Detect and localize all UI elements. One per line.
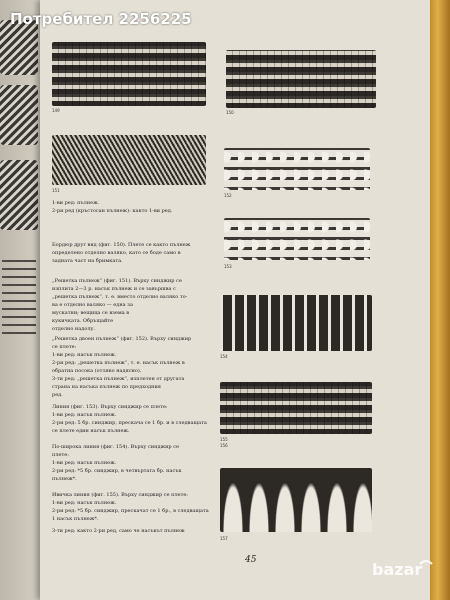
text-line: 2-ри ред: *5 бр. синджир, в четвъртата бр. насък [52, 468, 182, 474]
text-line: задната част на бримката. [52, 258, 123, 264]
text-line: „Решетка пълнеж“ (фиг. 151). Върху синджир се [52, 278, 182, 284]
stitch-photo-150 [226, 50, 376, 108]
stitch-photo-151 [52, 135, 206, 185]
text-line: отделно надолу. [52, 326, 96, 332]
text-line: 3-ти ред: както 2-ри ред, само че насъкът пълнеж [52, 528, 185, 534]
text-line: Бордюр друг вид (фиг. 150). Плете се както пълнеж [52, 242, 191, 248]
text-line: кукичката. Обръщайте [52, 318, 114, 324]
text-line: 2-ри ред: „решетка пълнеж“, т. е. насък пълнеж в [52, 360, 185, 366]
text-line: страна на насъка пълнеж по предходния [52, 384, 161, 390]
text-line: 1-ви ред: насък пълнеж. [52, 500, 117, 506]
text-line: 2-ри ред: 5 бр. синджир, прескача се 1 бр. и в следващата [52, 420, 207, 426]
text-line: „Решетка двоен пълнеж“ (фиг. 152). Върху синджир [52, 336, 192, 342]
book-page [40, 0, 430, 600]
fig-number-153: 153 [224, 264, 232, 269]
stitch-photo-153 [224, 218, 370, 260]
watermark-text: Потребител 2256225 [10, 10, 192, 28]
fig-number-154: 154 [220, 354, 228, 359]
fig-number-155: 155 [220, 437, 228, 442]
text-line: 2-ри ред (кръстосан пълнеж): както 1-ви ред. [52, 208, 173, 214]
bazar-logo [370, 556, 438, 584]
text-line: 1 насък пълнеж*. [52, 516, 99, 522]
text-line: определено отделно валяко, като се боде само в [52, 250, 181, 256]
text-line: 1-ви ред: насък пълнеж. [52, 460, 117, 466]
stitch-photo-154 [220, 295, 372, 351]
text-line: 2-ри ред: *5 бр. синджир, прескачат се 1 бр., в следващата [52, 508, 209, 514]
text-line: се плете: [52, 344, 77, 350]
text-line: Ивичка линия (фиг. 155). Върху синджир се плете: [52, 492, 188, 498]
fig-number-152: 152 [224, 193, 232, 198]
stitch-photo-152 [224, 148, 370, 190]
text-line: 1-ви ред: насък пълнеж. [52, 412, 117, 418]
text-line: По-широка линия (фиг. 154). Върху синджир се [52, 444, 179, 450]
fig-number-151: 151 [52, 188, 60, 193]
text-line: 1-ви ред: пълнеж. [52, 200, 100, 206]
left-page-edge [0, 0, 44, 600]
stitch-photo-155 [220, 382, 372, 434]
text-line: обратна посока (отляво надясно). [52, 368, 142, 374]
stitch-photo-157 [220, 468, 372, 532]
page-number: 45 [245, 555, 257, 565]
stitch-photo-149 [52, 42, 206, 106]
book-binding [428, 0, 450, 600]
fig-number-156: 156 [220, 443, 228, 448]
logo-text: bazar [372, 560, 423, 579]
fig-number-150: 150 [226, 110, 234, 115]
fig-number-157: 157 [220, 536, 228, 541]
text-line: се плете един насък пълнеж. [52, 428, 130, 434]
text-line: 3-ти ред: „решетка пълнеж“, изплетен от другата [52, 376, 185, 382]
text-line: изплита 2—3 р. насък пълнеж и се завършва с [52, 286, 176, 292]
text-line: мускатни; вещица се взема в [52, 310, 130, 316]
text-line: 1-ви ред: насък пълнеж. [52, 352, 117, 358]
text-line: Линия (фиг. 153). Върху синджир се плете: [52, 404, 168, 410]
text-line: плете: [52, 452, 69, 458]
fig-number-149: 149 [52, 108, 60, 113]
text-line: ред. [52, 392, 63, 398]
text-line: „решетка пълнеж“, т. е. вместо отделно валяко то- [52, 294, 188, 300]
text-line: пълнеж*. [52, 476, 77, 482]
text-line: ва е отделно валяко — една за [52, 302, 133, 308]
